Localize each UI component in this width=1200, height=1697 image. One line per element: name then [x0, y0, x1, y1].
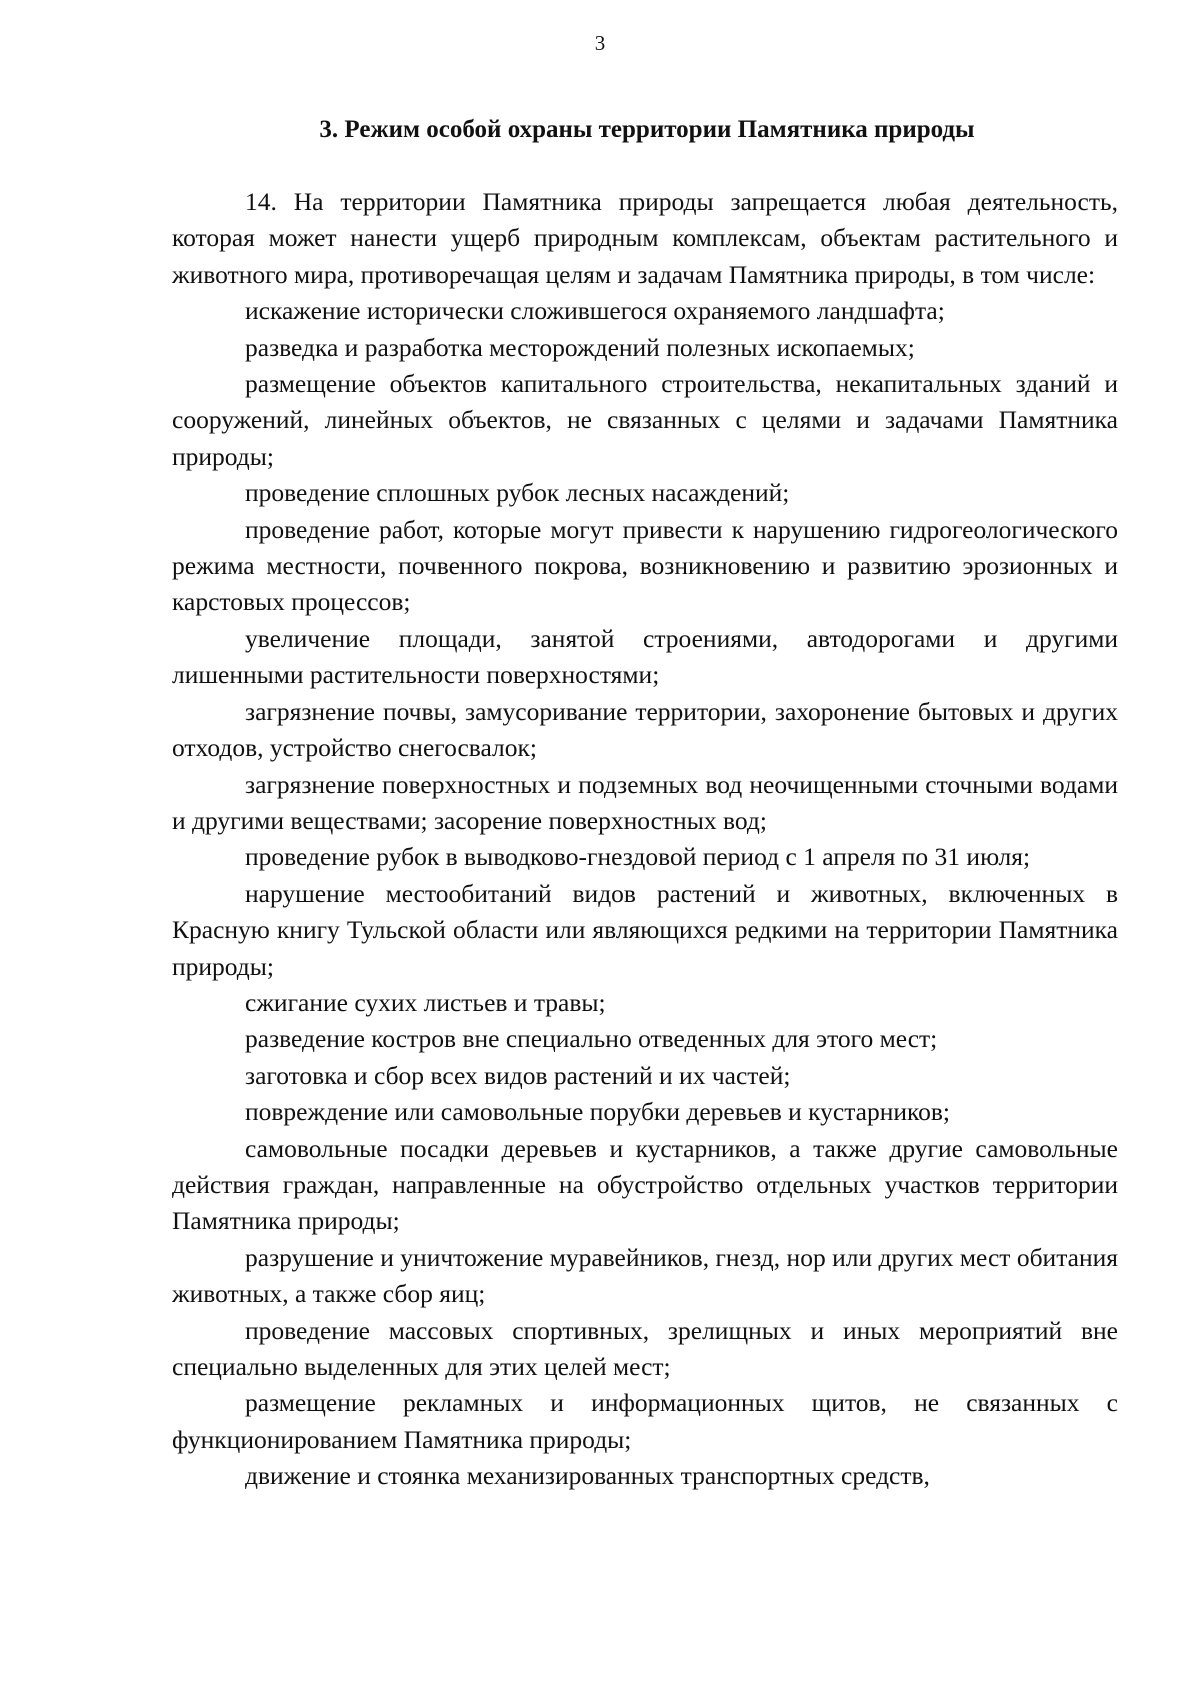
- list-item-tree-damage: повреждение или самовольные порубки деревьев и кустарников;: [245, 1097, 951, 1127]
- list-item-nesting-period: проведение рубок в выводково-гнездовой период с 1 апреля по 31 июля;: [245, 842, 1031, 872]
- list-item-built-area: увеличение площади, занятой строениями, автодорогами и другими лишенными растительности поверхностями;: [172, 623, 1118, 690]
- list-item-billboards: размещение рекламных и информационных щитов, не связанных с функционированием Памятника природы;: [172, 1388, 1118, 1454]
- list-item-vehicles: движение и стоянка механизированных транспортных средств,: [245, 1461, 930, 1491]
- list-item-mass-events: проведение массовых спортивных, зрелищных и иных мероприятий вне специально выделенных для этих целей мест;: [172, 1315, 1118, 1381]
- list-item-habitats: нарушение местообитаний видов растений и животных, включенных в Красную книгу Тульской области или являющихся редкими на территории Памятника природы;: [172, 878, 1118, 981]
- list-item-plant-collection: заготовка и сбор всех видов растений и их частей;: [245, 1060, 791, 1090]
- list-item-burning: сжигание сухих листьев и травы;: [245, 987, 606, 1017]
- list-item-mining: разведка и разработка месторождений полезных ископаемых;: [245, 332, 915, 362]
- list-item-water-pollution: загрязнение поверхностных и подземных вод неочищенными сточными водами и другими веществами; засорение поверхностных вод;: [172, 769, 1118, 835]
- list-item-landscape: искажение исторически сложившегося охраняемого ландшафта;: [245, 296, 945, 326]
- list-item-construction: размещение объектов капитального строительства, некапитальных зданий и сооружений, линейных объектов, не связанных с целями и задачами Памятника природы;: [172, 369, 1118, 471]
- document-body: [172, 184, 1118, 1495]
- list-item-anthills: разрушение и уничтожение муравейников, гнезд, нор или других мест обитания животных, а также сбор яиц;: [172, 1242, 1118, 1309]
- page-number: 3: [594, 31, 606, 55]
- list-item-hydrogeology: проведение работ, которые могут привести к нарушению гидрогеологического режима местности, почвенного покрова, возникновению и развитию эрозионных и карстовых процессов;: [172, 514, 1118, 617]
- paragraph-14-intro: 14. На территории Памятника природы запрещается любая деятельность, которая может нанести ущерб природным комплексам, объектам растительного и животного мира, противоречащая целям и задачам Памятника природы, в том числе:: [172, 187, 1118, 289]
- section-title: 3. Режим особой охраны территории Памятника природы: [319, 116, 975, 143]
- list-item-campfires: разведение костров вне специально отведенных для этого мест;: [245, 1024, 938, 1054]
- list-item-soil-pollution: загрязнение почвы, замусоривание территории, захоронение бытовых и других отходов, устройство снегосвалок;: [172, 696, 1118, 763]
- list-item-clear-cutting: проведение сплошных рубок лесных насаждений;: [245, 478, 790, 508]
- list-item-planting: самовольные посадки деревьев и кустарников, а также другие самовольные действия граждан, направленные на обустройство отдельных участков территории Памятника природы;: [172, 1133, 1118, 1236]
